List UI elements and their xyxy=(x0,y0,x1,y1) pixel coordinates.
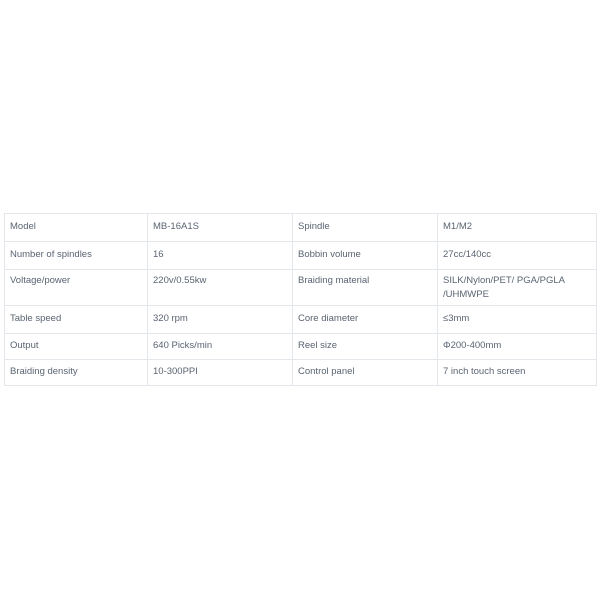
table-row xyxy=(5,214,597,242)
spec-label: Braiding material xyxy=(293,270,438,306)
spec-value: 10-300PPI xyxy=(148,360,293,386)
spec-value: Φ200-400mm xyxy=(438,334,597,360)
spec-value: SILK/Nylon/PET/ PGA/PGLA /UHMWPE xyxy=(438,270,597,306)
spec-label: Bobbin volume xyxy=(293,242,438,270)
spec-value: 320 rpm xyxy=(148,306,293,334)
spec-value: 7 inch touch screen xyxy=(438,360,597,386)
spec-label: Braiding density xyxy=(5,360,148,386)
table-row xyxy=(5,334,597,360)
spec-label: Voltage/power xyxy=(5,270,148,306)
spec-value: ≤3mm xyxy=(438,306,597,334)
table-row xyxy=(5,270,597,306)
spec-label: Model xyxy=(5,214,148,242)
spec-value: M1/M2 xyxy=(438,214,597,242)
spec-label: Core diameter xyxy=(293,306,438,334)
spec-value: MB-16A1S xyxy=(148,214,293,242)
table-row xyxy=(5,306,597,334)
spec-table xyxy=(4,213,597,386)
spec-label: Reel size xyxy=(293,334,438,360)
spec-label: Spindle xyxy=(293,214,438,242)
spec-value: 640 Picks/min xyxy=(148,334,293,360)
spec-value: 220v/0.55kw xyxy=(148,270,293,306)
spec-value: 27cc/140cc xyxy=(438,242,597,270)
table-row xyxy=(5,360,597,386)
spec-value: 16 xyxy=(148,242,293,270)
spec-label: Control panel xyxy=(293,360,438,386)
spec-label: Output xyxy=(5,334,148,360)
table-row xyxy=(5,242,597,270)
spec-label: Number of spindles xyxy=(5,242,148,270)
spec-label: Table speed xyxy=(5,306,148,334)
